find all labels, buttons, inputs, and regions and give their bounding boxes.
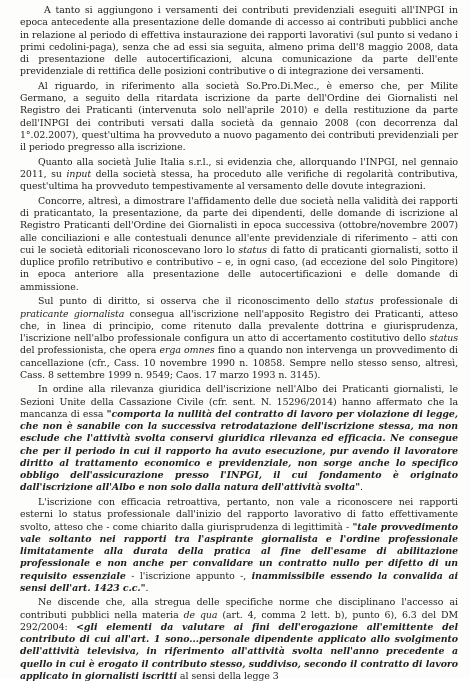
text-segment: de qua	[183, 609, 218, 621]
text-segment: status	[429, 333, 458, 345]
text-segment: input	[66, 169, 92, 181]
text-segment: Sul punto di diritto, si osserva che il riconoscimento dello	[38, 296, 346, 308]
text-segment: status	[345, 296, 374, 308]
text-segment: professionale di	[373, 296, 458, 308]
text-segment: L'iscrizione con efficacia retroattiva, pertanto, non vale a riconoscere nei rapporti esterni lo status professionale dall'inizio del rapporto lavorativo di fatto effettivamente svolto, atteso che - come chiarito dalla giurisprudenza di legittimità -	[20, 497, 458, 533]
text-segment: .	[145, 582, 149, 594]
document-body	[20, 5, 458, 686]
paragraph-ne-discende	[20, 597, 458, 683]
text-segment: <gli elementi da valutare ai fini dell'erogazione all'emittente del contributo di cui all'art. 1 sono...personale dipendente applicato allo svolgimento dell'attività televisiva, in riferimento all'attività svolta nell'anno precedente a quello in cui è erogato il contributo stesso, suddiviso, secondo il contratto di lavoro applicato in giornalisti iscritti	[20, 621, 458, 682]
text-segment: Al riguardo, in riferimento alla società So.Pro.Di.Mec., è emerso che, per Milite Germano, a seguito della ritardata iscrizione da parte dell'Ordine dei Giornalisti nel Registro dei Praticanti (intervenuta solo nell'aprile 2010) e della restituzione da parte dell'INPGI dei contributi versati dalla società da gennaio 2008 (con decorrenza dal 1°.02.2007), quest'ultima ha provveduto a nuovo pagamento dei contributi previdenziali per il periodo pregresso alla iscrizione.	[20, 80, 458, 154]
text-segment: erga omnes	[159, 345, 215, 357]
paragraph-sezioni-unite	[20, 384, 458, 494]
text-segment: In ordine alla rilevanza giuridica dell'iscrizione nell'Albo dei Praticanti giornalisti, le Sezioni Unite della Cassazione Civile (cfr. sent. N. 15296/2014) hanno affermato che la mancanza di essa	[20, 384, 458, 420]
text-segment: - l'iscrizione appunto -,	[125, 570, 252, 582]
text-segment: Concorre, altresì, a dimostrare l'affidamento delle due società nella validità dei rapporti di praticantato, la presentazione, da parte dei dipendenti, delle domande di iscrizione al Registro Praticanti dell'Ordine dei Giornalisti in epoca successiva (ottobre/novembre 2007) alle conciliazioni e alle contestuali denunce all'ente previdenziale di riferimento – atti con cui le società editoriali riconoscevano loro lo	[20, 195, 458, 256]
text-segment: (art. 4, comma 2 lett. b), punto 6), 6.3 del DM 292/2004:	[20, 609, 459, 633]
text-segment: status	[238, 244, 267, 256]
text-segment: inammissibile essendo la convalida ai sensi dell'art. 1423 c.c."	[20, 570, 458, 594]
text-segment: "tale provvedimento vale soltanto nei rapporti tra l'aspirante giornalista e l'ordine professionale limitatamente alla durata della pratica al fine dell'esame di abilitazione professionale e non anche per convalidare un contratto nullo per difetto di un requisito essenziale	[20, 521, 458, 582]
paragraph-sopromec	[20, 81, 458, 155]
text-segment: fino a quando non intervenga un provvedimento di cancellazione (cfr., Cass. 10 novembre 1990 n. 10858. Sempre nello stesso senso, altresì, Cass. 8 settembre 1999 n. 9549; Caos. 17 marzo 1993 n. 3145).	[20, 345, 458, 381]
text-segment: di fatto di praticanti giornalisti, sotto il duplice profilo retributivo e contributivo – e, in ogni caso, (ad eccezione del solo Pingitore) in epoca anteriore alla presentazione delle autocertificazioni e delle domande di ammissione.	[20, 244, 458, 293]
text-segment: A tanto si aggiungono i versamenti dei contributi previdenziali eseguiti all'INPGI in epoca antecedente alla presentazione delle domande di accesso ai contributi pubblici anche in relazione al periodo di effettiva instaurazione dei rapporti lavorativi (sul punto si vedano i primi cedolini-paga), senza che ad essi sia seguita, almeno prima dell'8 maggio 2008, data di presentazione delle autocertificazioni, alcuna comunicazione da parte dell'ente previdenziale di rettifica delle posizioni contributive o di integrazione dei versamenti.	[20, 5, 458, 78]
text-segment: praticante giornalista	[20, 308, 125, 320]
text-segment: "comporta la nullità del contratto di lavoro per violazione di legge, che non è sanabile con la successiva retrodatazione dell'iscrizione stessa, ma non esclude che l'attività svolta conservi giuridica rilevanza ed efficacia. Ne consegue che per il periodo in cui il rapporto ha avuto esecuzione, pur avendo il lavoratore diritto al trattamento economico e previdenziale, non sorge anche lo specifico obbligo dell'assicurazione presso l'INPGI, il cui fondamento è originato dall'iscrizione all'Albo e non solo dalla natura dell'attività svolta"	[20, 408, 458, 494]
paragraph-julie-italia	[20, 157, 458, 194]
text-segment: consegua all'iscrizione nell'apposito Registro dei Praticanti, atteso che, in linea di principio, come ritenuto dalla prevalente dottrina e giurisprudenza, l'iscrizione nell'albo professionale configura un atto di accertamento costitutivo dello	[20, 308, 458, 345]
paragraph-contributions	[20, 5, 458, 79]
paragraph-iscrizione-retroattiva	[20, 497, 458, 595]
paragraph-concorre	[20, 196, 458, 294]
paragraph-punto-di-diritto	[20, 296, 458, 382]
text-segment: del professionista, che opera	[20, 345, 160, 357]
text-segment: Quanto alla società Julie Italia s.r.l., si evidenzia che, allorquando l'INPGI, nel gennaio 2011, su	[20, 156, 458, 181]
text-segment: della società stessa, ha proceduto alle verifiche di regolarità contributiva, quest'ultima ha provveduto tempestivamente al versamento delle dovute integrazioni.	[20, 169, 458, 193]
text-segment: al sensi della legge 3	[176, 670, 279, 682]
text-segment: .	[360, 482, 363, 494]
text-segment: Ne discende che, alla stregua delle specifiche norme che disciplinano l'accesso ai contributi pubblici nella materia	[20, 597, 458, 621]
